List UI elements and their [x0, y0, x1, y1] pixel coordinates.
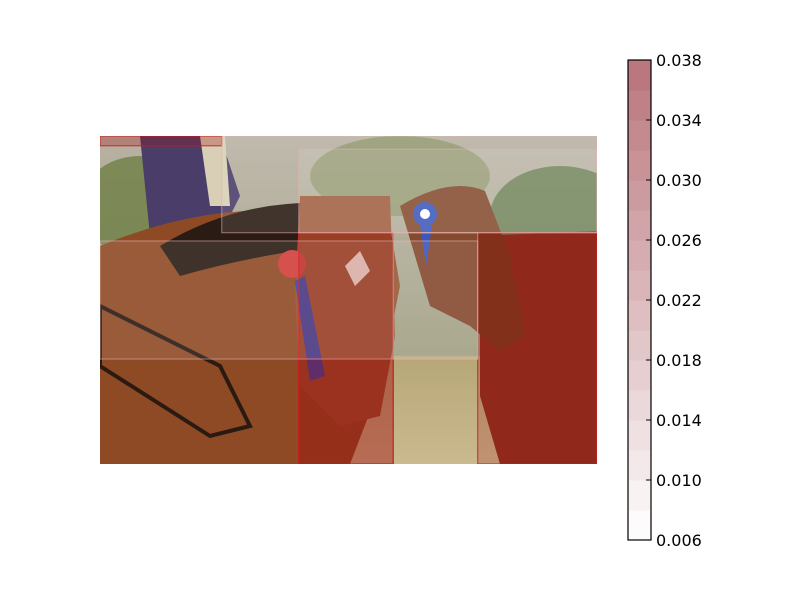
colorbar-tick-label: 0.018: [656, 351, 702, 370]
colorbar-tick-label: 0.010: [656, 471, 702, 490]
colorbar-level: [628, 90, 651, 121]
colorbar-tick-label: 0.038: [656, 51, 702, 70]
colorbar-level: [628, 360, 651, 391]
colorbar-level: [628, 240, 651, 271]
colorbar-level: [628, 270, 651, 301]
colorbar-tick-label: 0.022: [656, 291, 702, 310]
colorbar-level: [628, 150, 651, 181]
colorbar-tick-label: 0.034: [656, 111, 702, 130]
colorbar-ticks: [646, 51, 702, 550]
colorbar-tick-label: 0.026: [656, 231, 702, 250]
colorbar-level: [628, 300, 651, 331]
colorbar-tick-label: 0.006: [656, 531, 702, 550]
colorbar-tick-label: 0.014: [656, 411, 702, 430]
colorbar-level: [628, 210, 651, 241]
colorbar-level: [628, 390, 651, 421]
colorbar-level: [628, 420, 651, 451]
colorbar-tick-label: 0.030: [656, 171, 702, 190]
colorbar-level: [628, 450, 651, 481]
colorbar-level: [628, 510, 651, 541]
colorbar-level: [628, 180, 651, 211]
colorbar-level: [628, 120, 651, 151]
colorbar-level: [628, 60, 651, 91]
colorbar-level: [628, 330, 651, 361]
colorbar-level: [628, 480, 651, 511]
